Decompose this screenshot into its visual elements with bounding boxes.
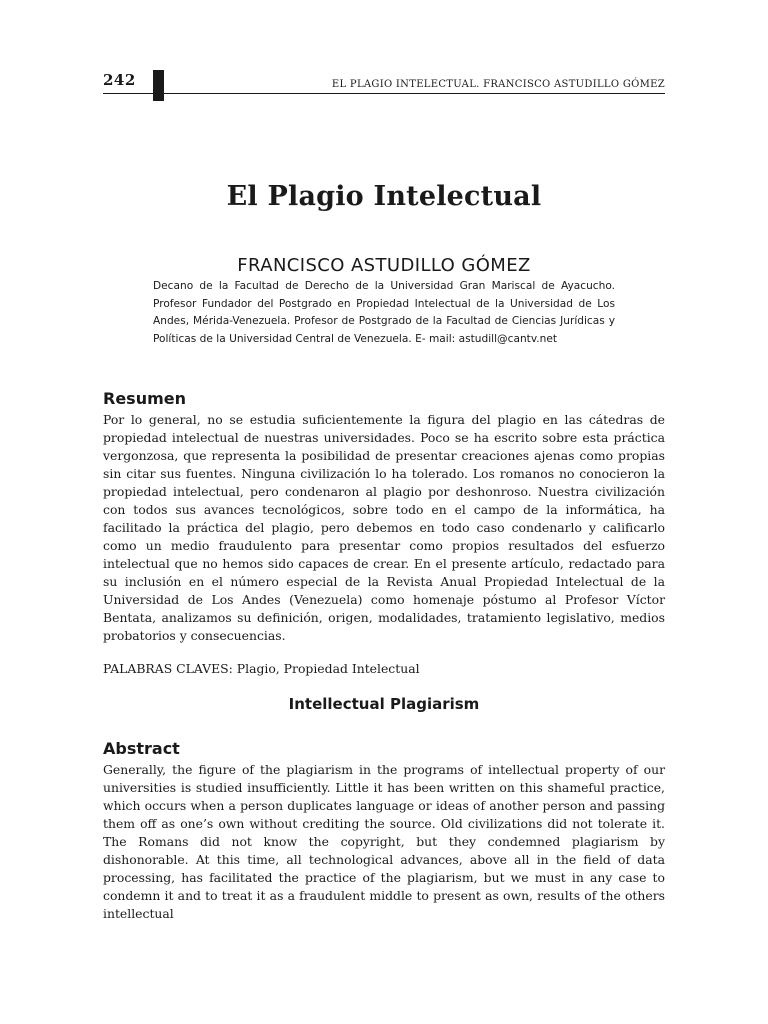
header-rule	[103, 93, 665, 94]
author-name: FRANCISCO ASTUDILLO GÓMEZ	[237, 255, 531, 276]
english-title: Intellectual Plagiarism	[288, 695, 480, 713]
page-number: 242	[103, 71, 136, 89]
author-affiliation: Decano de la Facultad de Derecho de la Universidad Gran Mariscal de Ayacucho. Profesor Fundador del Postgrado en Propiedad Intelectual de la Universidad de Los Andes, Mérida-Venezuela. Profesor de Postgrado de la Facultad de Ciencias Jurídicas y Políticas de la Universidad Central de Venezuela. E- mail: astudill@cantv.net	[153, 280, 615, 345]
resumen-heading: Resumen	[103, 389, 186, 408]
article-title: El Plagio Intelectual	[226, 181, 542, 212]
running-head: EL PLAGIO INTELECTUAL. FRANCISCO ASTUDILLO GÓMEZ	[331, 79, 665, 90]
abstract-heading: Abstract	[103, 739, 180, 758]
header-marker-bar	[153, 70, 164, 101]
abstract-text: Generally, the figure of the plagiarism in the programs of intellectual property of our universities is studied insufficiently. Little it has been written on this shameful practice, which occurs when a person duplicates language or ideas of another person and passing them off as one’s own without crediting the source. Old civilizations did not tolerate it. The Romans did not know the copyright, but they condemned plagiarism by dishonorable. At this time, all technological advances, above all in the field of data processing, has facilitated the practice of the plagiarism, but we must in any case to condemn it and to treat it as a fraudulent middle to present as own, results of the others intellectual	[103, 762, 665, 921]
keywords: PALABRAS CLAVES: Plagio, Propiedad Intelectual	[103, 661, 420, 676]
resumen-text: Por lo general, no se estudia suficientemente la figura del plagio en las cátedras de propiedad intelectual de nuestras universidades. Poco se ha escrito sobre esta práctica vergonzosa, que representa la posibilidad de presentar creaciones ajenas como propias sin citar sus fuentes. Ninguna civilización lo ha tolerado. Los romanos no conocieron la propiedad intelectual, pero condenaron al plagio por deshonroso. Nuestra civilización con todos sus avances tecnológicos, sobre todo en el campo de la informática, ha facilitado la práctica del plagio, pero debemos en todo caso condenarlo y calificarlo como un medio fraudulento para presentar como propios resultados del esfuerzo intelectual que no hemos sido capaces de crear. En el presente artículo, redactado para su inclusión en el número especial de la Revista Anual Propiedad Intelectual de la Universidad de Los Andes (Venezuela) como homenaje póstumo al Profesor Víctor Bentata, analizamos su definición, origen, modalidades, tratamiento legislativo, medios probatorios y consecuencias.	[103, 412, 665, 643]
